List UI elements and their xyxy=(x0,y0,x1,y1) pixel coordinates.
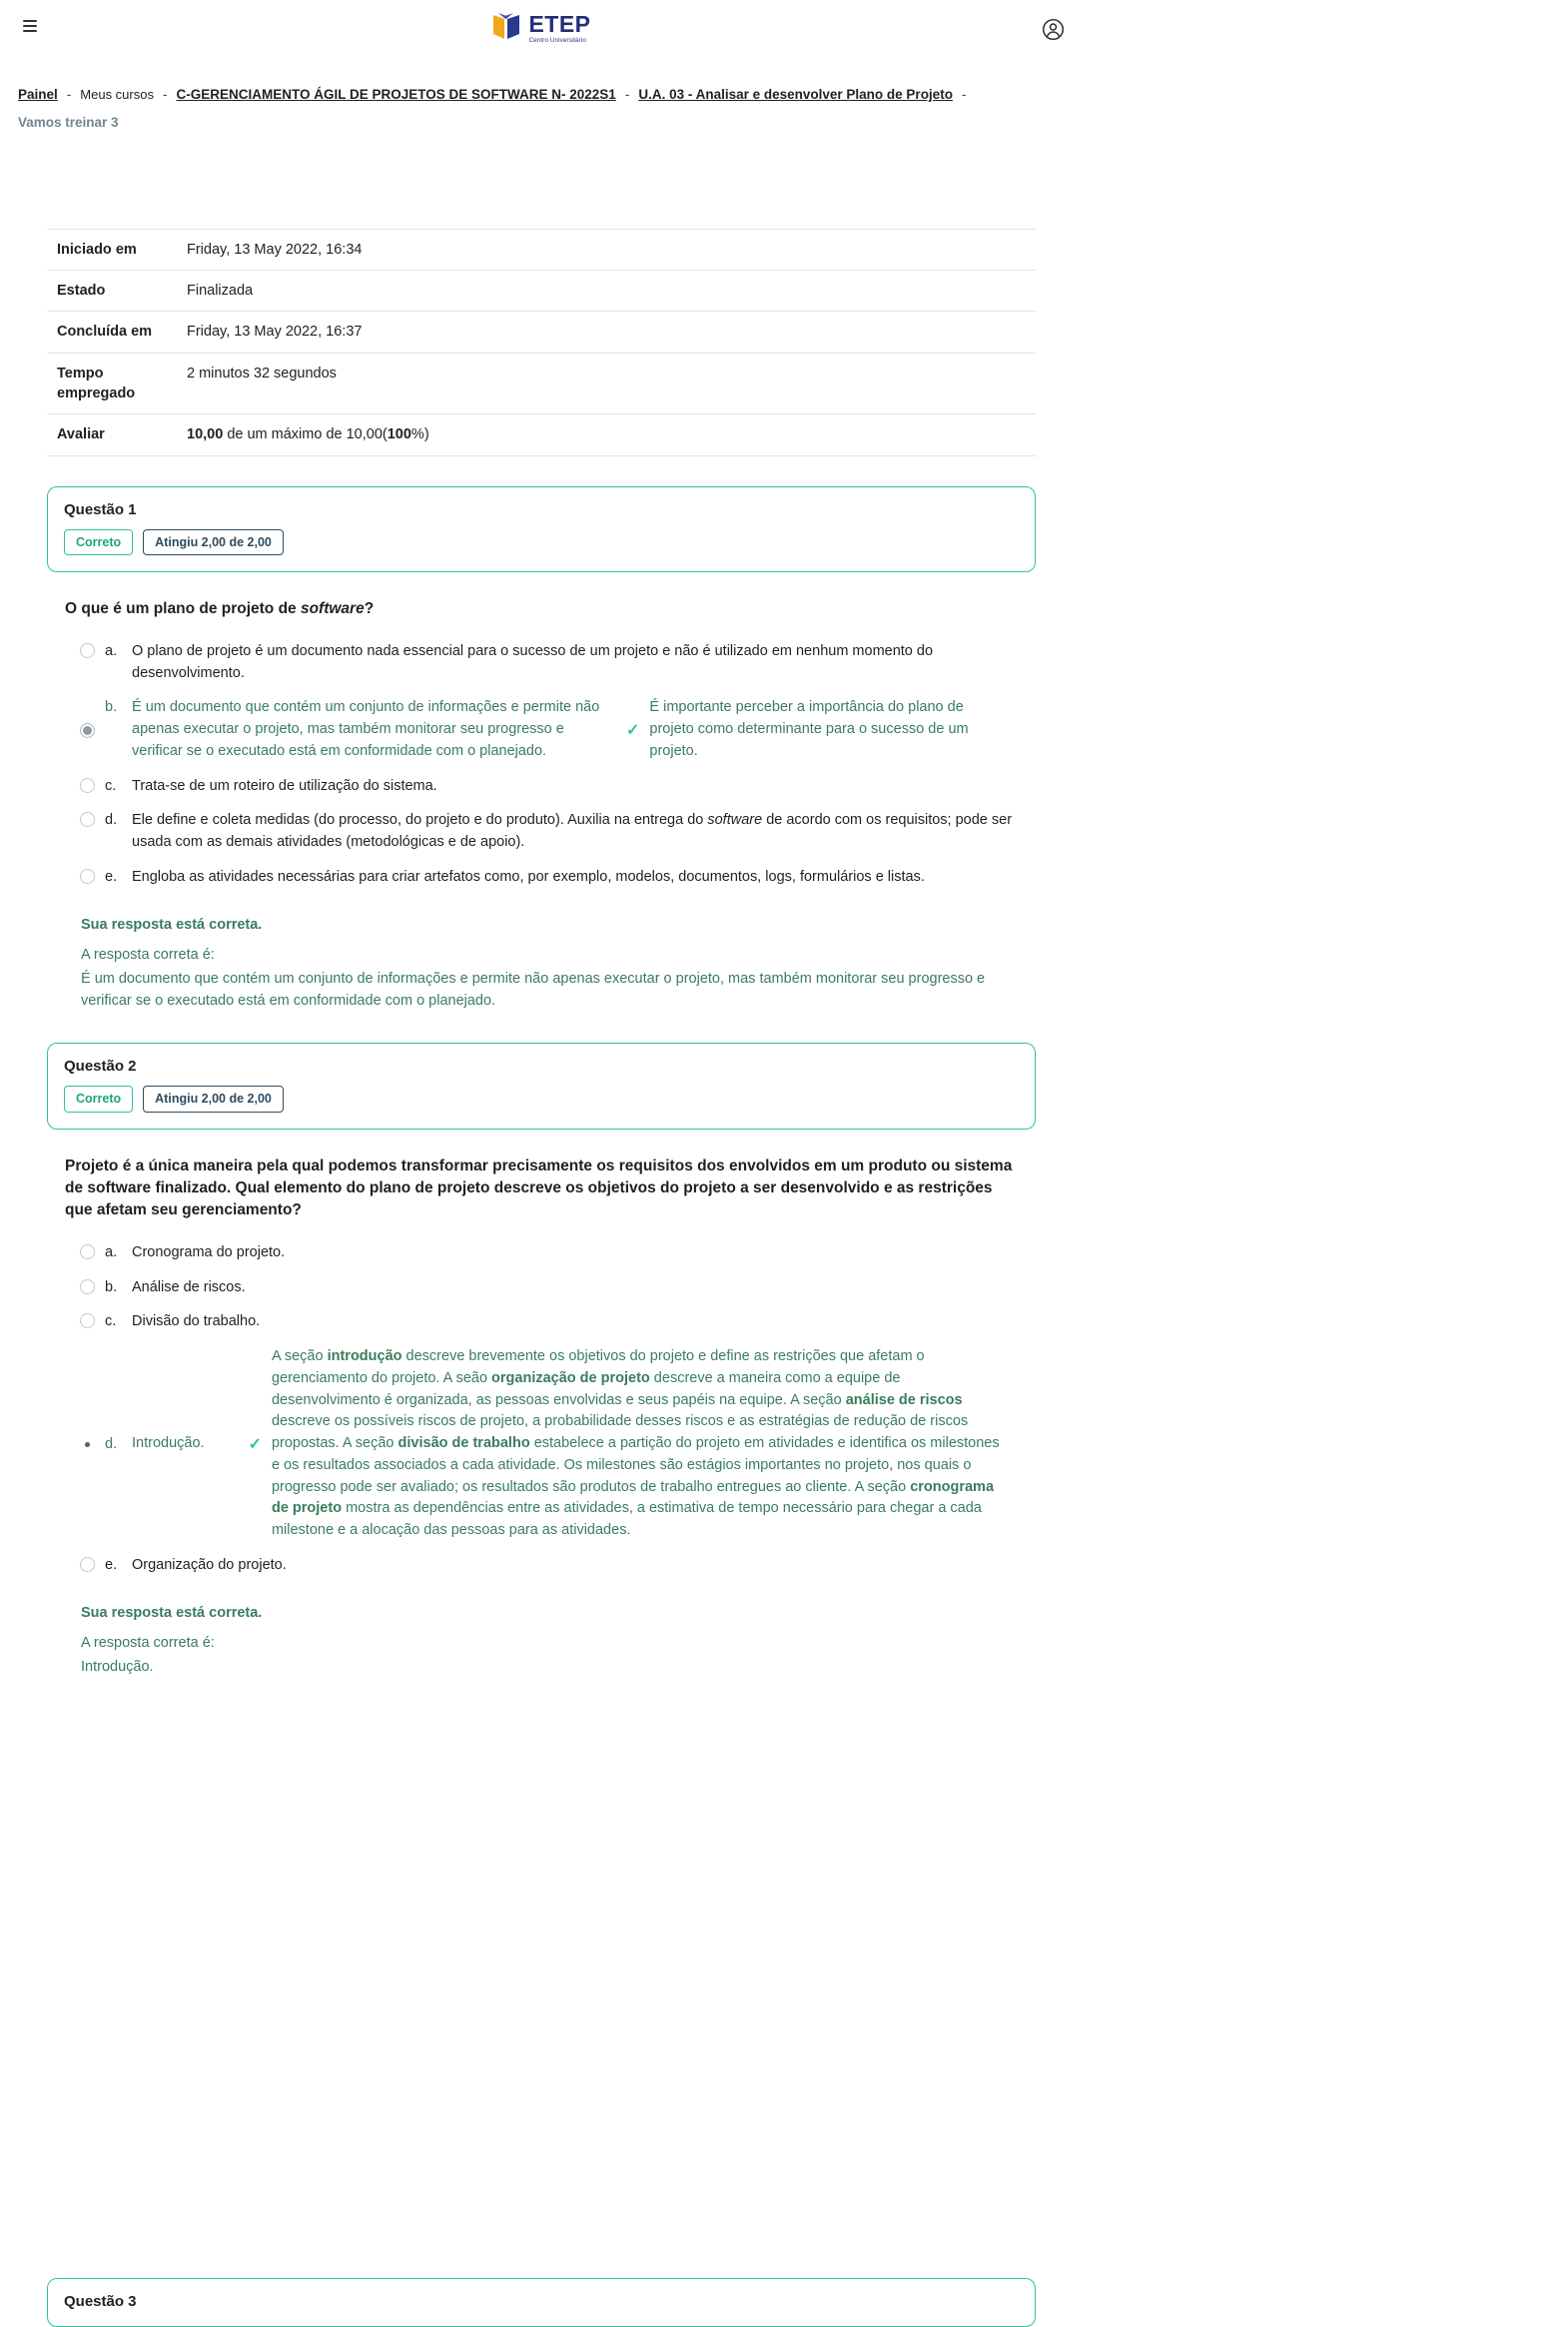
question-3-header xyxy=(47,2278,1036,2327)
points-badge: Atingiu 2,00 de 2,00 xyxy=(143,1086,284,1113)
question-badges xyxy=(64,1086,1019,1113)
option-letter: d. xyxy=(105,812,118,829)
summary-row-started xyxy=(47,229,1036,270)
breadcrumb-activity[interactable]: U.A. 03 - Analisar e desenvolver Plano de Projeto xyxy=(638,87,953,102)
option-text: O plano de projeto é um documento nada essencial para o sucesso de um projeto e não é utilizado em nenhum momento do desenvolvimento. xyxy=(132,642,934,681)
answer-option-c[interactable] xyxy=(80,1311,1036,1333)
question-text: O que é um plano de projeto de software? xyxy=(65,600,375,618)
question-2-section xyxy=(47,1043,1036,1679)
question-3-section xyxy=(47,2278,1036,2327)
option-letter: b. xyxy=(105,1278,118,1295)
radio-button-icon[interactable] xyxy=(80,869,95,884)
option-text: Organização do projeto. xyxy=(132,1556,287,1573)
breadcrumb xyxy=(18,86,1067,133)
option-text: Divisão do trabalho. xyxy=(132,1313,261,1330)
summary-row-grade xyxy=(47,413,1036,454)
result-correct-answer: É um documento que contém um conjunto de informações e permite não apenas executar o projeto, mas também monitorar seu progresso e verificar se o executado está em conformidade com o planejado. xyxy=(81,971,986,1009)
user-icon xyxy=(1042,29,1065,44)
radio-button-icon[interactable] xyxy=(80,1279,95,1294)
option-letter: c. xyxy=(105,1313,117,1330)
answer-option-d[interactable] xyxy=(80,810,1036,854)
breadcrumb-separator: - xyxy=(961,87,967,102)
summary-value: Friday, 13 May 2022, 16:34 xyxy=(187,241,363,258)
summary-label: Estado xyxy=(57,283,106,300)
result-label: A resposta correta é: xyxy=(81,947,215,964)
brand-subtitle: Centro Universitário xyxy=(528,37,586,44)
summary-label: Avaliar xyxy=(57,426,105,443)
summary-value: Friday, 13 May 2022, 16:37 xyxy=(187,324,363,341)
breadcrumb-course[interactable]: C-GERENCIAMENTO ÁGIL DE PROJETOS DE SOFTWARE N- 2022S1 xyxy=(176,87,616,102)
summary-row-state xyxy=(47,270,1036,311)
top-bar xyxy=(0,0,1079,62)
breadcrumb-separator: - xyxy=(624,87,630,102)
answer-feedback-block xyxy=(81,915,1036,1013)
result-status-text: Sua resposta está correta. xyxy=(81,916,263,933)
summary-value: Finalizada xyxy=(187,283,254,300)
menu-toggle-button[interactable] xyxy=(18,12,42,40)
correct-check-icon: ✓ xyxy=(626,722,640,740)
option-text: Ele define e coleta medidas (do processo, do projeto e do produto). Auxilia na entrega do software de acordo com os requisitos; pode ser usada com as demais atividades (metodológicas e de apoio). xyxy=(132,812,1013,851)
breadcrumb-separator: - xyxy=(162,87,168,102)
option-letter: d. xyxy=(105,1435,118,1452)
selected-bullet-icon[interactable] xyxy=(80,1442,95,1447)
summary-label: Iniciado em xyxy=(57,241,137,258)
radio-button-icon[interactable] xyxy=(80,778,95,793)
option-letter: e. xyxy=(105,868,118,885)
question-number: Questão 2 xyxy=(64,1057,137,1075)
option-text: Introdução. xyxy=(132,1435,205,1452)
radio-button-icon[interactable] xyxy=(80,1244,95,1259)
user-menu-button[interactable] xyxy=(1040,16,1067,46)
correct-check-icon: ✓ xyxy=(248,1436,262,1454)
summary-row-completed xyxy=(47,311,1036,352)
result-status-text: Sua resposta está correta. xyxy=(81,1604,263,1621)
hamburger-icon xyxy=(23,20,37,22)
answer-option-e[interactable] xyxy=(80,1555,1036,1577)
option-text: Engloba as atividades necessárias para criar artefatos como, por exemplo, modelos, documentos, logs, formulários e listas. xyxy=(132,868,925,885)
option-letter: b. xyxy=(105,699,118,716)
etep-logo[interactable] xyxy=(490,13,590,45)
answer-option-a[interactable] xyxy=(80,641,1036,685)
radio-selected-icon[interactable] xyxy=(80,723,95,738)
question-1-section xyxy=(47,486,1036,1013)
points-badge: Atingiu 2,00 de 2,00 xyxy=(143,529,284,556)
option-specific-feedback: A seção introdução descreve brevemente os objetivos do projeto e define as restrições que afetam o gerenciamento do projeto. A seão organização de projeto descreve a maneira como a equipe de desenvolvimento é organizada, as pessoas envolvidas e seus papéis na equipe. A seção análise de riscos descreve os possíveis riscos de projeto, a probabilidade desses riscos e as estratégias de redução de riscos propostas. A seção divisão de trabalho estabelece a partição do projeto em atividades e identifica os milestones e os resultados associados a cada atividade. Os milestones são estágios importantes no projeto, nos quais o progresso pode ser avaliado; os resultados são produtos de trabalho entregues ao cliente. A seção cronograma de projeto mostra as dependências entre as atividades, a estimativa de tempo necessário para chegar a cada milestone e a alocação das pessoas para as atividades. xyxy=(271,1348,1000,1539)
question-badges xyxy=(64,529,1019,556)
answer-options xyxy=(80,1242,1036,1577)
answer-option-b-selected[interactable] xyxy=(80,697,1036,762)
breadcrumb-meus-cursos[interactable]: Meus cursos xyxy=(80,87,154,102)
brand-name: ETEP xyxy=(528,11,591,37)
breadcrumb-separator: - xyxy=(66,87,72,102)
option-specific-feedback: É importante perceber a importância do plano de projeto como determinante para o sucesso de um projeto. xyxy=(649,699,969,759)
radio-button-icon[interactable] xyxy=(80,1557,95,1572)
option-text: Análise de riscos. xyxy=(132,1278,246,1295)
attempt-summary-table xyxy=(47,229,1036,456)
option-text: Cronograma do projeto. xyxy=(132,1243,286,1260)
option-letter: c. xyxy=(105,777,117,794)
option-letter: a. xyxy=(105,1243,118,1260)
summary-label: Tempo empregado xyxy=(57,365,136,401)
question-1-header xyxy=(47,486,1036,573)
option-letter: a. xyxy=(105,642,118,659)
radio-button-icon[interactable] xyxy=(80,1313,95,1328)
answer-option-b[interactable] xyxy=(80,1277,1036,1299)
summary-row-time-taken xyxy=(47,353,1036,414)
summary-value: 10,00 de um máximo de 10,00(100%) xyxy=(187,426,429,443)
status-badge: Correto xyxy=(64,1086,133,1113)
radio-button-icon[interactable] xyxy=(80,812,95,827)
option-text: É um documento que contém um conjunto de informações e permite não apenas executar o projeto, mas também monitorar seu progresso e verificar se o executado está em conformidade com o planejado. xyxy=(132,699,600,759)
answer-option-a[interactable] xyxy=(80,1242,1036,1264)
question-number: Questão 3 xyxy=(64,2292,137,2310)
quiz-content xyxy=(47,229,1036,2327)
summary-label: Concluída em xyxy=(57,324,153,341)
option-text: Trata-se de um roteiro de utilização do sistema. xyxy=(132,777,437,794)
answer-option-e[interactable] xyxy=(80,867,1036,889)
answer-option-c[interactable] xyxy=(80,776,1036,798)
question-number: Questão 1 xyxy=(64,500,137,518)
radio-button-icon[interactable] xyxy=(80,643,95,658)
question-2-header xyxy=(47,1043,1036,1130)
result-label: A resposta correta é: xyxy=(81,1635,215,1652)
option-letter: e. xyxy=(105,1556,118,1573)
result-correct-answer: Introdução. xyxy=(81,1659,154,1676)
question-text: Projeto é a única maneira pela qual podemos transformar precisamente os requisitos dos envolvidos em um produto ou sistema de software finalizado. Qual elemento do plano de projeto descreve os objetivos do projeto a ser desenvolvido e as restrições que afetam seu gerenciamento? xyxy=(65,1157,1013,1219)
breadcrumb-current-page: Vamos treinar 3 xyxy=(18,114,119,130)
answer-options xyxy=(80,641,1036,889)
etep-logo-icon xyxy=(490,13,522,44)
status-badge: Correto xyxy=(64,529,133,556)
answer-feedback-block xyxy=(81,1603,1036,1679)
summary-value: 2 minutos 32 segundos xyxy=(187,365,337,382)
breadcrumb-painel[interactable]: Painel xyxy=(18,87,58,102)
answer-option-d-selected[interactable] xyxy=(80,1346,1036,1542)
